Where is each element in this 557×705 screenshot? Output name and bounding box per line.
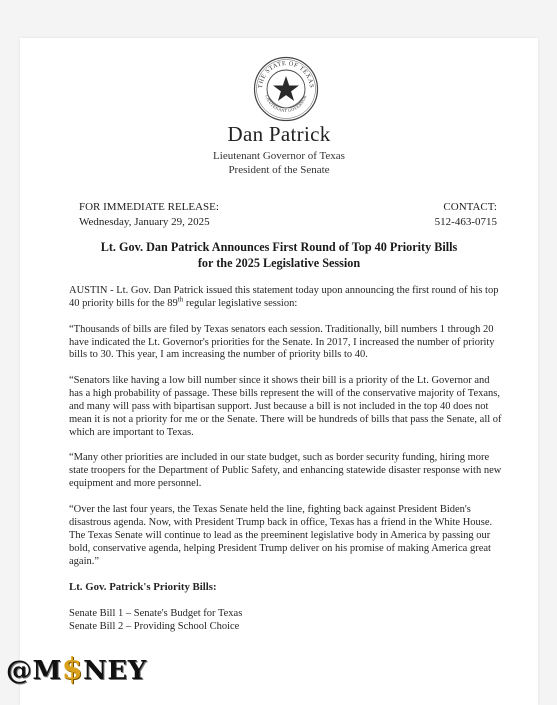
release-date: Wednesday, January 29, 2025 [79,215,210,228]
intro-paragraph [69,285,506,311]
quote-paragraph-2: “Senators like having a low bill number since it shows their bill is a priority of the Lt. Governor and has a high probability of passage. These bills represent the will of the conservative majority of Texans, and many will pass with bipartisan support. Just because a bill is not included in the top 40 does not mean it is not a priority for me or the Senate. There will be hundreds of bills that pass the Senate, all of which are important to Texas. [69,375,502,438]
priority-bills-list [69,608,506,634]
contact-phone: 512-463-0715 [434,215,497,228]
quote-paragraph-1: “Thousands of bills are filed by Texas senators each session. Traditionally, bill numbers 1 through 20 have indicated the Lt. Governor's priorities for the Senate. In 2017, I increased the number of priority bills to 30. This year, I am increasing the number of priority bills to 40. [69,323,495,361]
release-label: FOR IMMEDIATE RELEASE: [79,201,219,213]
contact-label: CONTACT: [443,201,497,213]
watermark-prefix: @M [6,656,62,686]
intro-text: AUSTIN - Lt. Gov. Dan Patrick issued this statement today upon announcing the first round of his top 40 priority bills for the 89 [69,285,499,309]
bill-item: Senate Bill 1 – Senate's Budget for Texas [69,608,243,620]
release-info [79,200,219,229]
author-name: Dan Patrick [227,122,331,146]
headline-line-2: for the 2025 Legislative Session [197,256,361,270]
intro-ordinal-suffix: th [177,295,184,304]
quote-paragraph-4: “Over the last four years, the Texas Senate held the line, fighting back against President Biden's disastrous agenda. Now, with President Trump back in office, Texas has a friend in the White House. The Texas Senate will continue to lead as the preeminent legislative body in America by passing our bold, conservative agenda, helping President Trump deliver on his promise of making America great again.” [69,503,493,567]
intro-text-end: regular legislative session: [183,297,298,309]
headline [20,239,538,271]
money-watermark [6,652,147,687]
seal-inner-text: LIEUTENANT GOVERNOR [264,94,308,114]
texas-seal-icon [253,56,319,122]
seal-outer-text: THE STATE OF TEXAS [256,59,316,89]
bill-item: Senate Bill 2 – Providing School Choice [69,621,240,633]
author-title-line-1: Lieutenant Governor of Texas [213,150,345,162]
quote-paragraph-3: “Many other priorities are included in our state budget, such as border security funding, hiring more state troopers for the Department of Public Safety, and enhancing statewide disaster response with new equipment and more personnel. [69,452,502,490]
watermark-suffix: NEY [83,656,147,686]
author-title-line-2: President of the Senate [228,164,330,176]
statement-body [69,285,506,634]
press-release-page [20,38,538,705]
headline-line-1: Lt. Gov. Dan Patrick Announces First Round of Top 40 Priority Bills [100,240,458,254]
contact-info [435,200,497,229]
dollar-sign-icon: $ [61,652,84,687]
priority-bills-heading: Lt. Gov. Patrick's Priority Bills: [69,581,217,594]
svg-text:LIEUTENANT GOVERNOR [264,94,307,113]
